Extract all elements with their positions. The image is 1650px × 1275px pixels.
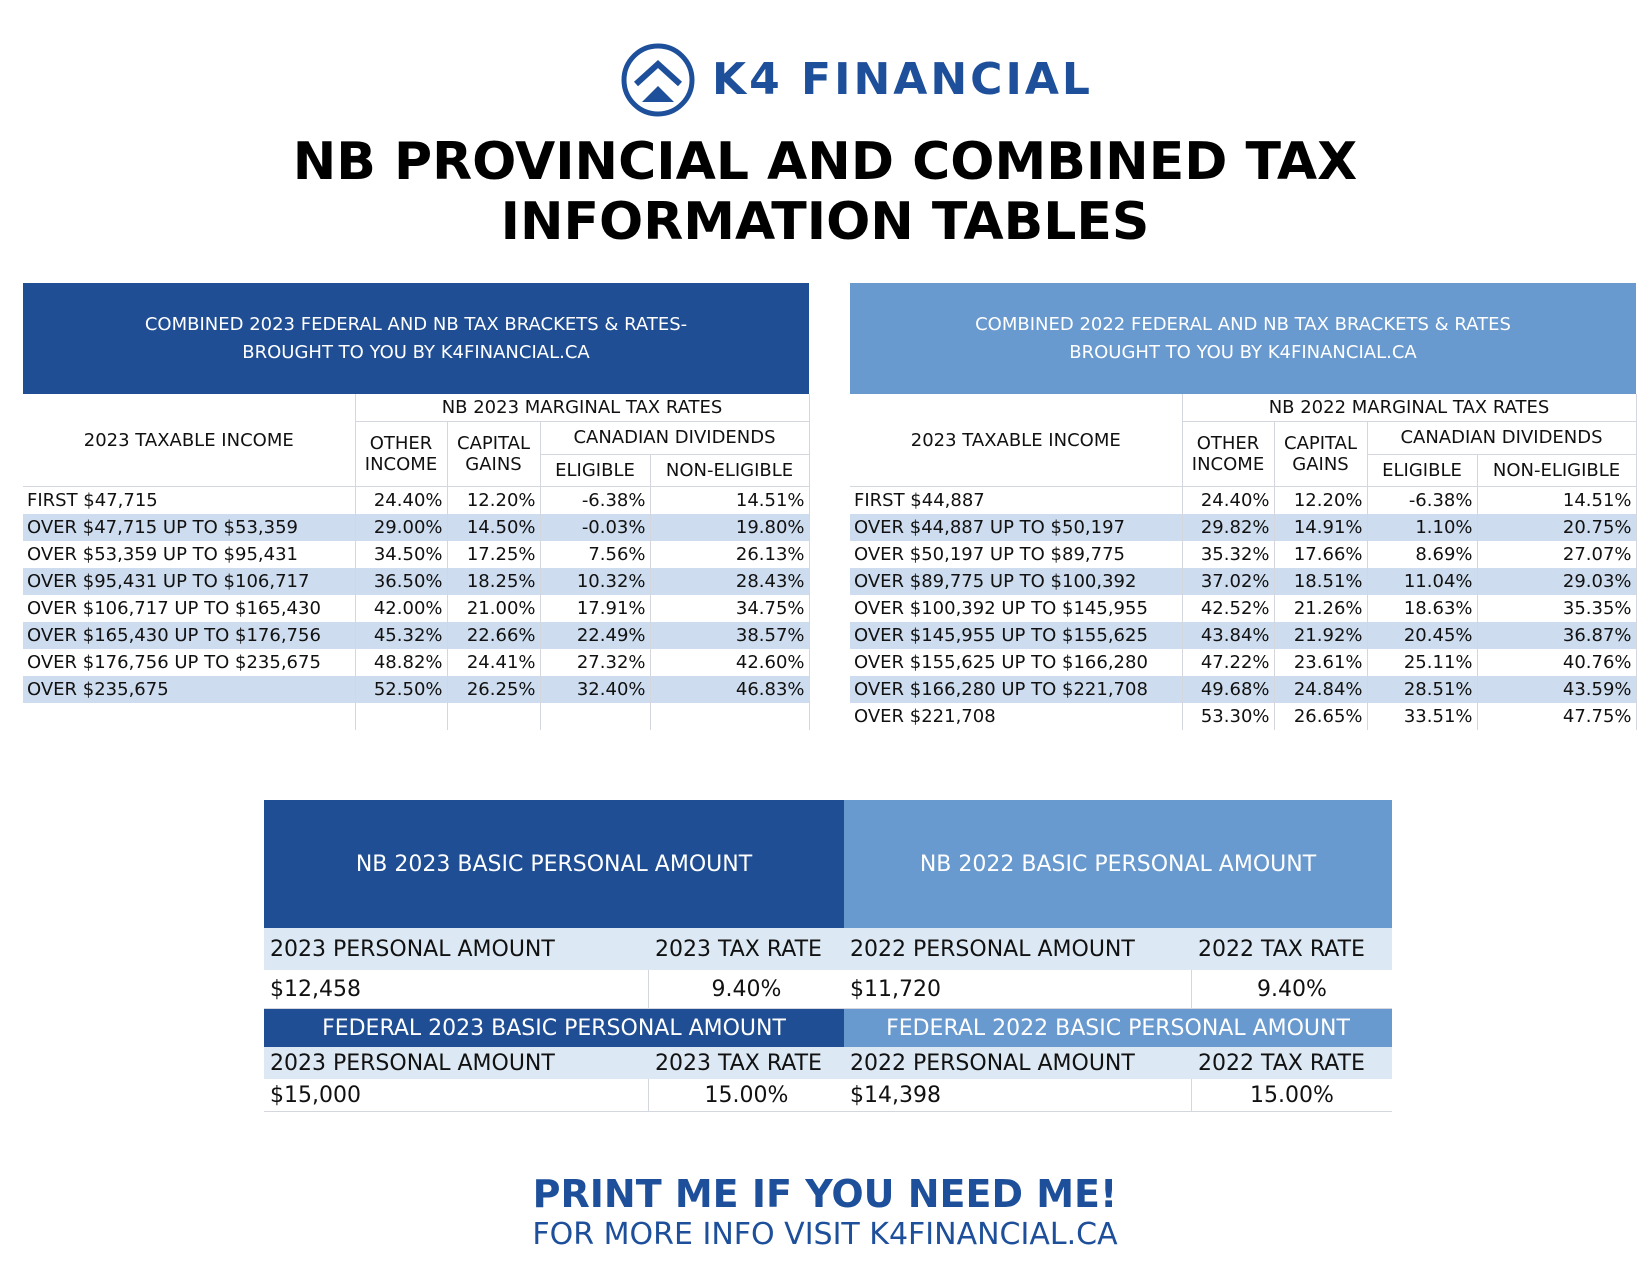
non-eligible-header: NON-ELIGIBLE: [1477, 454, 1636, 487]
capital-gains-rate: 24.84%: [1274, 676, 1367, 703]
table-row: [23, 541, 809, 568]
eligible-dividend-rate: 18.63%: [1367, 595, 1477, 622]
empty-cell: [355, 703, 447, 730]
rate-value: 9.40%: [711, 976, 782, 1002]
table-row: [23, 595, 809, 622]
bpa-2022-value-row: [844, 970, 1392, 1009]
mountain-logo-icon: [620, 42, 696, 118]
income-bracket: OVER $95,431 UP TO $106,717: [23, 568, 355, 595]
non-eligible-dividend-rate: 28.43%: [650, 568, 809, 595]
tax-table-2022: [850, 283, 1636, 730]
amount-label: 2023 PERSONAL AMOUNT: [270, 1050, 555, 1076]
eligible-dividend-rate: 7.56%: [540, 541, 650, 568]
other-income-rate: 42.52%: [1182, 595, 1274, 622]
non-eligible-dividend-rate: 40.76%: [1477, 649, 1636, 676]
income-column-header: 2023 TAXABLE INCOME: [850, 394, 1182, 487]
tax-table-header: [23, 283, 809, 394]
eligible-dividend-rate: -0.03%: [540, 514, 650, 541]
capital-gains-header: CAPITAL GAINS: [447, 422, 540, 487]
amount-value: $15,000: [264, 1079, 649, 1111]
table-row: [850, 622, 1636, 649]
eligible-dividend-rate: 33.51%: [1367, 703, 1477, 730]
other-income-rate: 29.82%: [1182, 514, 1274, 541]
other-income-rate: 48.82%: [355, 649, 447, 676]
fed-2022-header: FEDERAL 2022 BASIC PERSONAL AMOUNT: [844, 1009, 1392, 1047]
capital-gains-rate: 18.25%: [447, 568, 540, 595]
eligible-dividend-rate: 1.10%: [1367, 514, 1477, 541]
eligible-dividend-rate: 32.40%: [540, 676, 650, 703]
capital-gains-rate: 12.20%: [447, 487, 540, 515]
income-bracket: OVER $53,359 UP TO $95,431: [23, 541, 355, 568]
capital-gains-header: CAPITAL GAINS: [1274, 422, 1367, 487]
capital-gains-rate: 22.66%: [447, 622, 540, 649]
eligible-dividend-rate: 28.51%: [1367, 676, 1477, 703]
fed-2023-label-row: [264, 1047, 844, 1079]
canadian-dividends-header: CANADIAN DIVIDENDS: [1367, 422, 1636, 455]
other-income-rate: 47.22%: [1182, 649, 1274, 676]
income-bracket: OVER $235,675: [23, 676, 355, 703]
amount-value: $12,458: [264, 970, 649, 1008]
fed-2023-header: FEDERAL 2023 BASIC PERSONAL AMOUNT: [264, 1009, 844, 1047]
other-income-rate: 35.32%: [1182, 541, 1274, 568]
brand-logo: [620, 42, 1093, 120]
more-info-link[interactable]: FOR MORE INFO VISIT K4FINANCIAL.CA: [532, 1217, 1118, 1252]
rate-label: 2023 TAX RATE: [655, 1050, 822, 1076]
canadian-dividends-header: CANADIAN DIVIDENDS: [540, 422, 809, 455]
non-eligible-dividend-rate: 34.75%: [650, 595, 809, 622]
non-eligible-dividend-rate: 35.35%: [1477, 595, 1636, 622]
amount-value: $14,398: [844, 1079, 1192, 1111]
table-row: [23, 487, 809, 515]
empty-cell: [540, 703, 650, 730]
non-eligible-header: NON-ELIGIBLE: [650, 454, 809, 487]
eligible-dividend-rate: 17.91%: [540, 595, 650, 622]
other-income-rate: 53.30%: [1182, 703, 1274, 730]
tax-table-header-line-2: BROUGHT TO YOU BY K4FINANCIAL.CA: [242, 341, 590, 363]
rate-label: 2022 TAX RATE: [1198, 936, 1365, 962]
income-bracket: OVER $145,955 UP TO $155,625: [850, 622, 1182, 649]
other-income-rate: 24.40%: [1182, 487, 1274, 515]
amount-value: $11,720: [844, 970, 1192, 1008]
income-bracket: OVER $165,430 UP TO $176,756: [23, 622, 355, 649]
income-bracket: OVER $100,392 UP TO $145,955: [850, 595, 1182, 622]
capital-gains-rate: 17.25%: [447, 541, 540, 568]
other-income-rate: 45.32%: [355, 622, 447, 649]
income-bracket: OVER $106,717 UP TO $165,430: [23, 595, 355, 622]
fed-2022-value-row: [844, 1079, 1392, 1112]
print-callout: PRINT ME IF YOU NEED ME!: [532, 1172, 1118, 1216]
income-bracket: OVER $44,887 UP TO $50,197: [850, 514, 1182, 541]
amount-label: 2022 PERSONAL AMOUNT: [850, 936, 1135, 962]
income-bracket: OVER $50,197 UP TO $89,775: [850, 541, 1182, 568]
table-row: [850, 568, 1636, 595]
non-eligible-dividend-rate: 27.07%: [1477, 541, 1636, 568]
capital-gains-rate: 24.41%: [447, 649, 540, 676]
bpa-2023-header: NB 2023 BASIC PERSONAL AMOUNT: [264, 800, 844, 928]
empty-row: [23, 703, 809, 730]
non-eligible-dividend-rate: 42.60%: [650, 649, 809, 676]
tax-table-header-line-1: COMBINED 2023 FEDERAL AND NB TAX BRACKETS & RATES-: [144, 313, 688, 335]
other-income-rate: 29.00%: [355, 514, 447, 541]
capital-gains-rate: 14.50%: [447, 514, 540, 541]
table-row: [850, 595, 1636, 622]
table-row: [850, 487, 1636, 515]
non-eligible-dividend-rate: 14.51%: [650, 487, 809, 515]
other-income-rate: 36.50%: [355, 568, 447, 595]
eligible-header: ELIGIBLE: [1367, 454, 1477, 487]
tax-table-header-line-1: COMBINED 2022 FEDERAL AND NB TAX BRACKETS & RATES: [975, 313, 1511, 335]
capital-gains-rate: 21.26%: [1274, 595, 1367, 622]
capital-gains-rate: 17.66%: [1274, 541, 1367, 568]
bpa-2022: [844, 800, 1392, 1112]
tax-table-2023: [23, 283, 809, 730]
income-bracket: OVER $166,280 UP TO $221,708: [850, 676, 1182, 703]
eligible-dividend-rate: -6.38%: [1367, 487, 1477, 515]
tax-rows: [23, 487, 809, 731]
non-eligible-dividend-rate: 14.51%: [1477, 487, 1636, 515]
eligible-dividend-rate: -6.38%: [540, 487, 650, 515]
rate-label: 2023 TAX RATE: [655, 936, 822, 962]
other-income-rate: 24.40%: [355, 487, 447, 515]
capital-gains-rate: 23.61%: [1274, 649, 1367, 676]
empty-cell: [23, 703, 355, 730]
capital-gains-rate: 18.51%: [1274, 568, 1367, 595]
table-row: [850, 514, 1636, 541]
non-eligible-dividend-rate: 38.57%: [650, 622, 809, 649]
capital-gains-rate: 14.91%: [1274, 514, 1367, 541]
eligible-dividend-rate: 11.04%: [1367, 568, 1477, 595]
eligible-dividend-rate: 8.69%: [1367, 541, 1477, 568]
eligible-dividend-rate: 10.32%: [540, 568, 650, 595]
title-line-1: NB PROVINCIAL AND COMBINED TAX: [292, 132, 1358, 192]
empty-cell: [650, 703, 809, 730]
bpa-2023-value-row: [264, 970, 844, 1009]
tax-table-header-line-2: BROUGHT TO YOU BY K4FINANCIAL.CA: [1069, 341, 1417, 363]
non-eligible-dividend-rate: 36.87%: [1477, 622, 1636, 649]
eligible-dividend-rate: 27.32%: [540, 649, 650, 676]
fed-2022-label-row: [844, 1047, 1392, 1079]
income-bracket: OVER $89,775 UP TO $100,392: [850, 568, 1182, 595]
table-row: [23, 568, 809, 595]
other-income-rate: 52.50%: [355, 676, 447, 703]
amount-label: 2023 PERSONAL AMOUNT: [270, 936, 555, 962]
rate-value: 15.00%: [1250, 1082, 1334, 1108]
table-row: [23, 514, 809, 541]
marginal-rates-header: NB 2022 MARGINAL TAX RATES: [1182, 394, 1636, 422]
income-bracket: OVER $176,756 UP TO $235,675: [23, 649, 355, 676]
tax-rate-table: [23, 394, 810, 730]
non-eligible-dividend-rate: 47.75%: [1477, 703, 1636, 730]
bpa-2023-label-row: [264, 928, 844, 970]
non-eligible-dividend-rate: 20.75%: [1477, 514, 1636, 541]
eligible-header: ELIGIBLE: [540, 454, 650, 487]
bpa-2023: [264, 800, 844, 1112]
other-income-header: OTHER INCOME: [355, 422, 447, 487]
non-eligible-dividend-rate: 43.59%: [1477, 676, 1636, 703]
amount-label: 2022 PERSONAL AMOUNT: [850, 1050, 1135, 1076]
income-bracket: FIRST $44,887: [850, 487, 1182, 515]
eligible-dividend-rate: 22.49%: [540, 622, 650, 649]
non-eligible-dividend-rate: 26.13%: [650, 541, 809, 568]
capital-gains-rate: 12.20%: [1274, 487, 1367, 515]
other-income-header: OTHER INCOME: [1182, 422, 1274, 487]
rate-label: 2022 TAX RATE: [1198, 1050, 1365, 1076]
tax-table-header: [850, 283, 1636, 394]
eligible-dividend-rate: 20.45%: [1367, 622, 1477, 649]
table-row: [850, 649, 1636, 676]
non-eligible-dividend-rate: 29.03%: [1477, 568, 1636, 595]
other-income-rate: 49.68%: [1182, 676, 1274, 703]
table-row: [23, 622, 809, 649]
brand-name: K4 FINANCIAL: [712, 54, 1093, 105]
capital-gains-rate: 26.25%: [447, 676, 540, 703]
marginal-rates-header: NB 2023 MARGINAL TAX RATES: [355, 394, 809, 422]
other-income-rate: 42.00%: [355, 595, 447, 622]
page-title: [0, 132, 1650, 252]
bpa-2022-label-row: [844, 928, 1392, 970]
capital-gains-rate: 21.00%: [447, 595, 540, 622]
title-line-2: INFORMATION TABLES: [500, 192, 1150, 252]
eligible-dividend-rate: 25.11%: [1367, 649, 1477, 676]
income-bracket: OVER $155,625 UP TO $166,280: [850, 649, 1182, 676]
bpa-2022-header: NB 2022 BASIC PERSONAL AMOUNT: [844, 800, 1392, 928]
non-eligible-dividend-rate: 46.83%: [650, 676, 809, 703]
table-row: [23, 676, 809, 703]
capital-gains-rate: 21.92%: [1274, 622, 1367, 649]
income-bracket: OVER $221,708: [850, 703, 1182, 730]
table-row: [850, 541, 1636, 568]
income-column-header: 2023 TAXABLE INCOME: [23, 394, 355, 487]
capital-gains-rate: 26.65%: [1274, 703, 1367, 730]
income-bracket: FIRST $47,715: [23, 487, 355, 515]
rate-value: 15.00%: [704, 1082, 789, 1108]
tax-rows: [850, 487, 1636, 731]
tax-rate-table: [850, 394, 1637, 730]
income-bracket: OVER $47,715 UP TO $53,359: [23, 514, 355, 541]
fed-2023-value-row: [264, 1079, 844, 1112]
empty-cell: [447, 703, 540, 730]
other-income-rate: 37.02%: [1182, 568, 1274, 595]
other-income-rate: 34.50%: [355, 541, 447, 568]
table-row: [23, 649, 809, 676]
table-row: [850, 703, 1636, 730]
non-eligible-dividend-rate: 19.80%: [650, 514, 809, 541]
rate-value: 9.40%: [1257, 976, 1327, 1002]
table-row: [850, 676, 1636, 703]
other-income-rate: 43.84%: [1182, 622, 1274, 649]
